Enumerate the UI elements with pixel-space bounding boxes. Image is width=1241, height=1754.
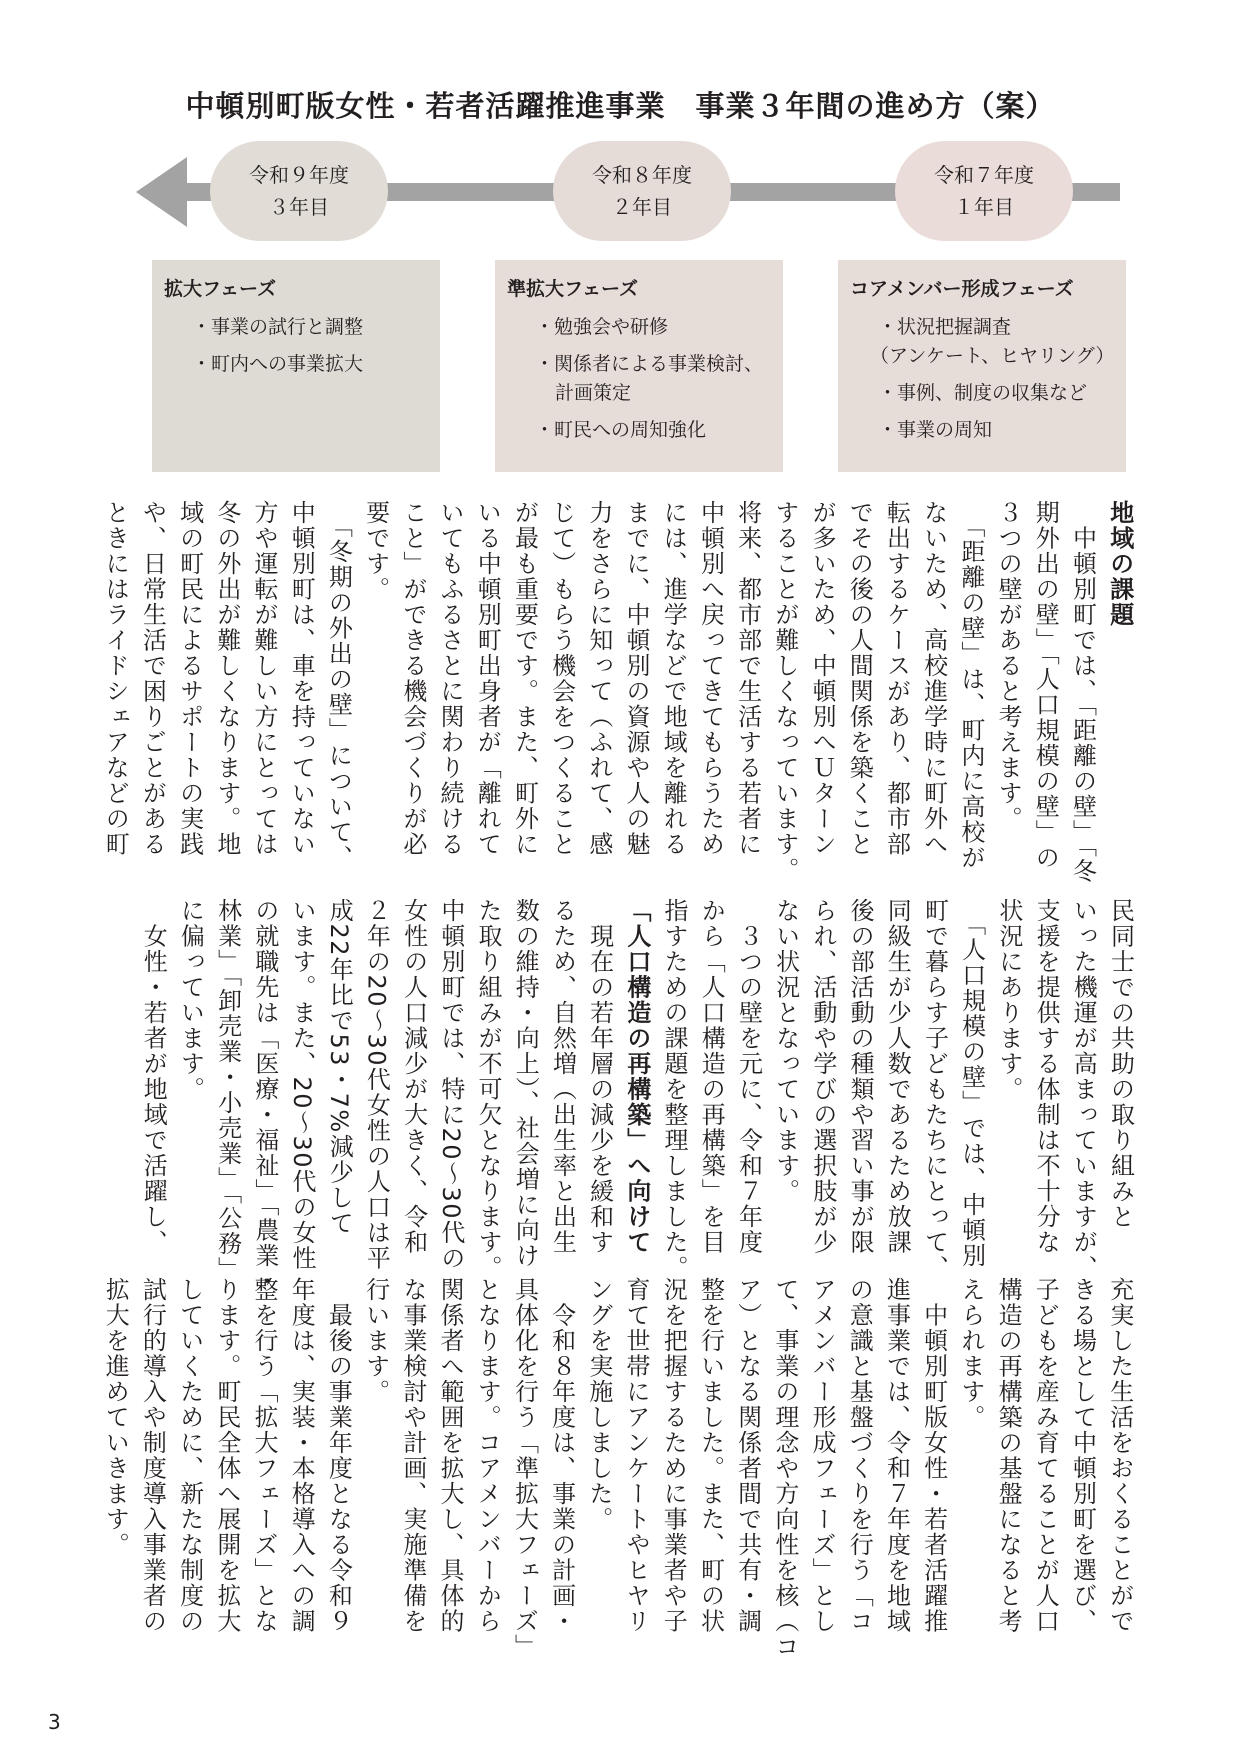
text-line: 整を行う「拡大フェーズ」とな [250, 1277, 279, 1634]
text-line: きる場として中頓別町を選び、 [1068, 1277, 1097, 1634]
year-label: 令和９年度 [249, 163, 349, 187]
body-text-top [96, 500, 1138, 884]
text-line: ングを実施しました。 [584, 1277, 613, 1532]
text-line: の意識と基盤づくりを行う「コ [845, 1277, 874, 1634]
text-line: 後の部活動の種類や習い事が限 [846, 898, 875, 1255]
text-line: ります。町民全体へ展開を拡大 [212, 1277, 241, 1634]
text-line: 現在の若年層の減少を緩和す [585, 898, 614, 1255]
text-line: 「距離の壁」は、町内に高校が [956, 500, 985, 871]
text-line: 期外出の壁」「人口規模の壁」の [1031, 500, 1060, 871]
section-heading: 地域の課題 [1105, 500, 1134, 628]
text-line: 状況にあります。 [994, 898, 1023, 1102]
text-line: が最も重要です。また、町外に [510, 500, 539, 857]
text-line: 域の町民によるサポートの実践 [175, 500, 204, 857]
text-line: ときにはライドシェアなどの町 [101, 500, 130, 857]
year-circle-r9 [210, 141, 388, 241]
text-line: 充実した生活をおくることがで [1105, 1277, 1134, 1634]
text-line: 年度は、実装・本格導入への調 [287, 1277, 316, 1634]
phase-item: ・町民への周知強化 [535, 419, 707, 441]
text-line: 整を行いました。また、町の状 [696, 1277, 725, 1634]
phase-box-pre-expansion [495, 260, 783, 472]
page-title: 中頓別町版女性・若者活躍推進事業 事業３年間の進め方（案） [185, 89, 1056, 123]
text-line: 進事業では、令和７年度を地域 [882, 1277, 911, 1634]
text-line: ア）となる関係者間で共有・調 [733, 1277, 762, 1634]
text-line: いてもふるさとに関わり続ける [436, 500, 465, 857]
text-line: 方や運転が難しい方にとっては [250, 500, 279, 857]
text-line: には、進学などで地域を離れる [659, 500, 688, 857]
text-line: ２年の20～30代女性の人口は平 [362, 898, 391, 1272]
text-line: 関係者へ範囲を拡大し、具体的 [436, 1277, 465, 1634]
text-line: 支援を提供する体制は不十分な [1032, 898, 1061, 1255]
text-line: いる中頓別町出身者が「離れて [473, 500, 502, 857]
phase-box-core-member [838, 260, 1126, 472]
text-line: までに、中頓別の資源や人の魅 [622, 500, 651, 857]
arrow-head-icon [136, 157, 187, 227]
text-line: 況を把握するために事業者や子 [659, 1277, 688, 1634]
text-line: 力をさらに知って（ふれて、感 [584, 500, 613, 857]
year-ordinal: ３年目 [269, 195, 329, 219]
text-line: 民同士での共助の取り組みと [1106, 898, 1135, 1230]
text-line: 中頓別町では、「距離の壁」「冬 [1068, 500, 1097, 884]
text-line: 「人口規模の壁」では、中頓別 [957, 898, 986, 1269]
text-line: て、事業の理念や方向性を核（コ [770, 1277, 799, 1660]
text-line: 「冬期の外出の壁」について、 [324, 500, 353, 871]
phase-item: ・事例、制度の収集など [878, 382, 1088, 404]
text-line: ない状況となっています。 [771, 898, 800, 1204]
text-line: 中頓別町は、車を持っていない [287, 500, 316, 857]
text-line: 町で暮らす子どもたちにとって、 [920, 898, 949, 1281]
text-line: の就職先は「医療・福祉」「農業・ [250, 898, 279, 1294]
phase-item: 計画策定 [555, 382, 632, 404]
text-line: 中頓別へ戻ってきてもらうため [696, 500, 725, 857]
phase-item: ・関係者による事業検討、 [535, 353, 764, 375]
text-line: 女性・若者が地域で活躍し、 [139, 898, 168, 1255]
year-label: 令和７年度 [934, 163, 1034, 187]
text-line: られ、活動や学びの選択肢が少 [808, 898, 837, 1255]
phase-box-expansion [152, 260, 440, 472]
text-line: 転出するケースがあり、都市部 [882, 500, 911, 857]
text-line: 子どもを産み育てることが人口 [1031, 1277, 1060, 1634]
text-line: 拡大を進めていきます。 [101, 1277, 130, 1558]
text-line: 具体化を行う「準拡大フェーズ」 [510, 1277, 539, 1660]
text-line: 試行的導入や制度導入事業者の [138, 1277, 167, 1634]
phase-title: 準拡大フェーズ [507, 278, 639, 300]
phase-item: ・事業の試行と調整 [192, 316, 364, 338]
text-line: 令和８年度は、事業の計画・ [547, 1277, 576, 1634]
text-line: となります。コアメンバーから [473, 1277, 502, 1634]
text-line: 女性の人口減少が大きく、令和 [399, 898, 428, 1255]
text-line: 林業」「卸売業・小売業」「公務」 [213, 898, 242, 1282]
text-line: 数の維持・向上）、社会増に向け [511, 898, 540, 1269]
phase-title: 拡大フェーズ [164, 278, 277, 300]
text-line: でその後の人間関係を築くこと [845, 500, 874, 857]
page-number: 3 [48, 1710, 61, 1734]
text-line: るため、自然増（出生率と出生 [548, 898, 577, 1255]
text-line: います。また、20～30代の女性 [288, 898, 317, 1272]
text-line: ３つの壁を元に、令和７年度 [734, 898, 763, 1255]
text-line: いった機運が高まっていますが、 [1069, 898, 1098, 1281]
year-circle-r8 [553, 141, 731, 241]
phase-item: ・町内への事業拡大 [192, 353, 364, 375]
year-ordinal: １年目 [954, 195, 1014, 219]
body-text-middle [134, 898, 1138, 1294]
phase-title: コアメンバー形成フェーズ [850, 278, 1074, 300]
text-line: 冬の外出が難しくなります。地 [212, 500, 241, 857]
text-line: 将来、都市部で生活する若者に [733, 500, 762, 857]
text-line: 育て世帯にアンケートやヒヤリ [622, 1277, 651, 1634]
text-line: アメンバー形成フェーズ」とし [808, 1277, 837, 1634]
text-line: から「人口構造の再構築」を目 [697, 898, 726, 1255]
text-line: ３つの壁があると考えます。 [994, 500, 1023, 832]
phase-item: ・勉強会や研修 [535, 316, 669, 338]
text-line: していくために、新たな制度の [175, 1277, 204, 1634]
text-line: 同級生が少人数であるため放課 [883, 898, 912, 1255]
text-line: 中頓別町版女性・若者活躍推 [919, 1277, 948, 1634]
text-line: な事業検討や計画、実施準備を [398, 1277, 427, 1634]
text-line: することが難しくなっています。 [770, 500, 799, 883]
text-line: 構造の再構築の基盤になると考 [994, 1277, 1023, 1634]
text-line: 中頓別町では、特に20～30代の [436, 898, 465, 1272]
year-label: 令和８年度 [592, 163, 692, 187]
text-line: 指すための課題を整理しました。 [660, 898, 689, 1281]
text-line: 行います。 [361, 1277, 390, 1405]
text-line: えられます。 [956, 1277, 985, 1430]
text-line: や、日常生活で困りごとがある [138, 500, 167, 857]
year-ordinal: ２年目 [612, 195, 672, 219]
text-line: ないため、高校進学時に町外へ [919, 500, 948, 857]
text-line: に偏っています。 [176, 898, 205, 1102]
section-heading: 「人口構造の再構築」へ向けて [622, 898, 651, 1255]
phase-item: （アンケート、ヒヤリング） [870, 345, 1115, 367]
text-line: じて）もらう機会をつくること [547, 500, 576, 857]
year-circle-r7 [895, 141, 1073, 241]
phase-item: ・状況把握調査 [878, 316, 1012, 338]
text-line: 要です。 [361, 500, 390, 602]
text-line: た取り組みが不可欠となります。 [474, 898, 503, 1281]
phase-item: ・事業の周知 [878, 419, 993, 441]
text-line: が多いため、中頓別へＵターン [808, 500, 837, 857]
text-line: 成22年比で53・7%減少して [325, 898, 354, 1236]
text-line: こと」ができる機会づくりが必 [398, 500, 427, 857]
body-text-bottom [96, 1277, 1138, 1660]
text-line: 最後の事業年度となる令和９ [324, 1277, 353, 1634]
